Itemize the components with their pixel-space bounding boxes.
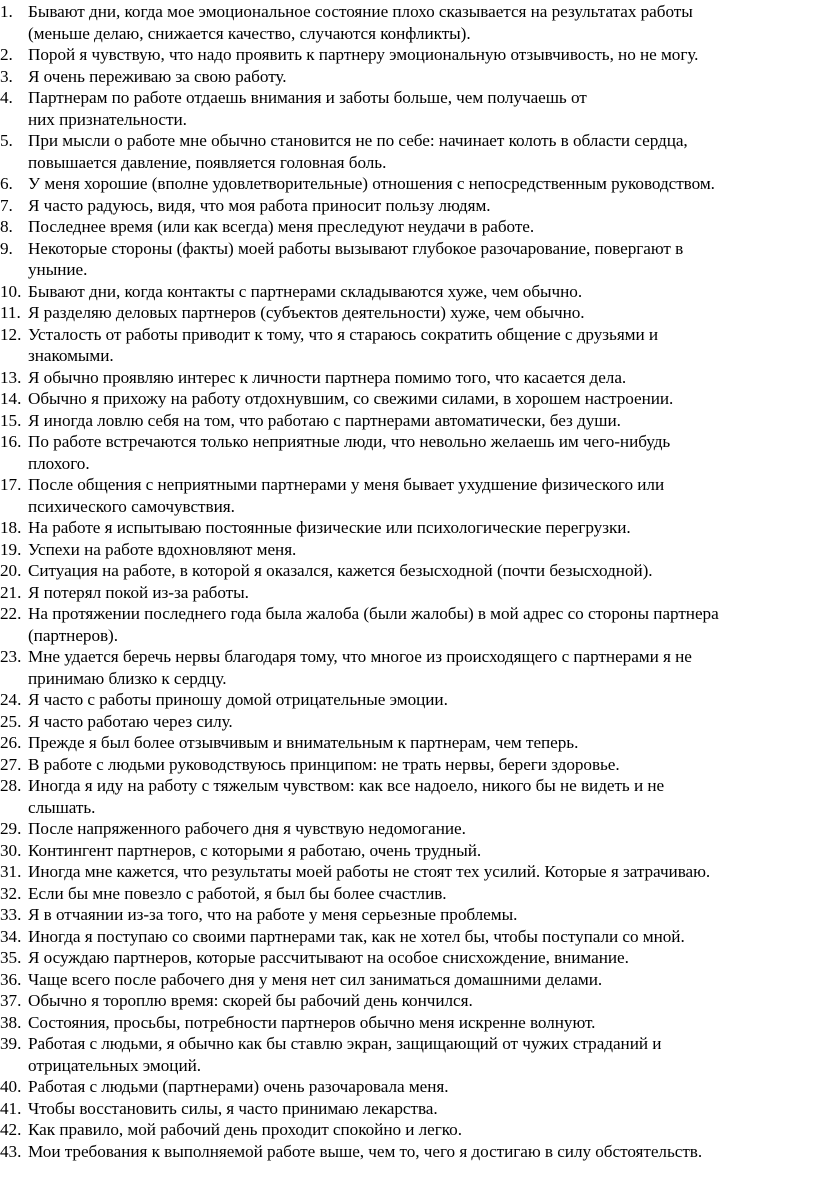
question-text-line: психического самочувствия. <box>28 496 235 516</box>
question-number: 7. <box>0 195 13 215</box>
question-text-line: Усталость от работы приводит к тому, что я стараюсь сократить общение с друзьями и <box>28 324 659 344</box>
question-number: 33. <box>0 905 22 924</box>
question-text-line: У меня хорошие (вполне удовлетворительные) отношения с непосредственным руководством. <box>28 174 715 193</box>
question-item <box>0 367 808 389</box>
question-text-line: Чаще всего после рабочего дня у меня нет сил заниматься домашними делами. <box>28 969 603 989</box>
question-item <box>0 44 808 66</box>
question-text <box>28 1098 808 1120</box>
question-text <box>28 66 808 88</box>
question-text-line: Я часто радуюсь, видя, что моя работа приносит пользу людям. <box>28 195 491 215</box>
question-item <box>0 539 808 561</box>
question-text <box>28 410 808 432</box>
question-item <box>0 861 808 883</box>
question-text <box>28 1 808 44</box>
question-number: 4. <box>0 88 13 107</box>
question-text-line: Иногда мне кажется, что результаты моей работы не стоят тех усилий. Которые я затрачиваю. <box>28 862 711 881</box>
question-text-line: принимаю близко к сердцу. <box>28 668 227 688</box>
question-number: 32. <box>0 883 22 903</box>
question-number: 6. <box>0 174 13 193</box>
question-text <box>28 517 808 539</box>
question-text <box>28 238 808 281</box>
question-item <box>0 1098 808 1120</box>
question-text <box>28 904 808 926</box>
question-text <box>28 861 808 883</box>
question-text <box>28 539 808 561</box>
question-number: 17. <box>0 475 22 494</box>
question-item <box>0 947 808 969</box>
question-text <box>28 754 808 776</box>
question-text-line: Обычно я прихожу на работу отдохнувшим, со свежими силами, в хорошем настроении. <box>28 389 674 408</box>
questionnaire-list <box>0 1 808 1162</box>
question-item <box>0 818 808 840</box>
question-text-line: Как правило, мой рабочий день проходит спокойно и легко. <box>28 1120 462 1139</box>
question-number: 1. <box>0 2 13 21</box>
question-text <box>28 431 808 474</box>
question-text-line: них признательности. <box>28 109 187 129</box>
question-text-line: Я часто работаю через силу. <box>28 711 233 731</box>
question-number: 21. <box>0 582 22 602</box>
question-text-line: Если бы мне повезло с работой, я был бы более счастлив. <box>28 883 447 903</box>
question-text-line: Я разделяю деловых партнеров (субъектов деятельности) хуже, чем обычно. <box>28 303 585 322</box>
question-text-line: повышается давление, появляется головная боль. <box>28 152 387 172</box>
question-number: 29. <box>0 819 22 838</box>
question-text-line: Обычно я тороплю время: скорей бы рабочий день кончился. <box>28 991 473 1010</box>
question-number: 27. <box>0 754 22 774</box>
question-item <box>0 969 808 991</box>
question-text <box>28 560 808 582</box>
question-text <box>28 367 808 389</box>
question-number: 37. <box>0 991 22 1010</box>
question-item <box>0 324 808 367</box>
question-text <box>28 474 808 517</box>
question-item <box>0 689 808 711</box>
question-text <box>28 281 808 303</box>
question-text-line: Некоторые стороны (факты) моей работы вызывают глубокое разочарование, повергают в <box>28 238 684 258</box>
question-item <box>0 130 808 173</box>
question-text-line: Порой я чувствую, что надо проявить к партнеру эмоциональную отзывчивость, но не могу. <box>28 45 699 64</box>
question-number: 39. <box>0 1034 22 1053</box>
question-text-line: На протяжении последнего года была жалоба (были жалобы) в мой адрес со стороны партнера <box>28 604 719 623</box>
question-item <box>0 1076 808 1098</box>
question-number: 25. <box>0 711 22 731</box>
question-item <box>0 216 808 238</box>
question-text <box>28 195 808 217</box>
question-item <box>0 840 808 862</box>
question-text <box>28 44 808 66</box>
question-text-line: Я в отчаянии из-за того, что на работе у меня серьезные проблемы. <box>28 905 518 924</box>
question-text-line: На работе я испытываю постоянные физические или психологические перегрузки. <box>28 518 631 537</box>
question-number: 14. <box>0 389 22 408</box>
question-text <box>28 603 808 646</box>
question-number: 31. <box>0 862 22 881</box>
question-text-line: Я обычно проявляю интерес к личности партнера помимо того, что касается дела. <box>28 367 627 387</box>
question-number: 28. <box>0 776 22 795</box>
question-text-line: Бывают дни, когда мое эмоциональное состояние плохо сказывается на результатах работы <box>28 2 693 21</box>
question-text-line: (партнеров). <box>28 625 118 645</box>
question-text <box>28 173 808 195</box>
question-number: 3. <box>0 66 13 86</box>
question-text-line: Мне удается беречь нервы благодаря тому, что многое из происходящего с партнерами я не <box>28 647 692 666</box>
question-number: 12. <box>0 324 22 344</box>
question-number: 30. <box>0 840 22 860</box>
question-item <box>0 1119 808 1141</box>
question-number: 26. <box>0 733 22 752</box>
question-text-line: Я иногда ловлю себя на том, что работаю с партнерами автоматически, без души. <box>28 410 621 430</box>
question-item <box>0 1141 808 1163</box>
question-item <box>0 195 808 217</box>
question-item <box>0 883 808 905</box>
question-text-line: Прежде я был более отзывчивым и внимательным к партнерам, чем теперь. <box>28 733 579 752</box>
question-text-line: Я очень переживаю за свою работу. <box>28 66 287 86</box>
question-item <box>0 926 808 948</box>
question-text <box>28 388 808 410</box>
question-item <box>0 238 808 281</box>
question-item <box>0 302 808 324</box>
question-text <box>28 582 808 604</box>
question-item <box>0 87 808 130</box>
question-item <box>0 1033 808 1076</box>
question-text <box>28 840 808 862</box>
question-text <box>28 883 808 905</box>
question-item <box>0 990 808 1012</box>
question-number: 23. <box>0 647 22 666</box>
question-item <box>0 603 808 646</box>
question-number: 16. <box>0 432 22 451</box>
question-number: 11. <box>0 303 21 322</box>
question-text <box>28 646 808 689</box>
question-text <box>28 990 808 1012</box>
question-text <box>28 1141 808 1163</box>
question-text-line: Чтобы восстановить силы, я часто принимаю лекарства. <box>28 1098 438 1118</box>
question-text <box>28 689 808 711</box>
question-text-line: По работе встречаются только неприятные люди, что невольно желаешь им чего-нибудь <box>28 432 671 451</box>
question-item <box>0 388 808 410</box>
question-text-line: Иногда я поступаю со своими партнерами так, как не хотел бы, чтобы поступали со мной. <box>28 926 685 946</box>
question-item <box>0 474 808 517</box>
question-number: 15. <box>0 410 22 430</box>
question-number: 10. <box>0 281 22 301</box>
question-text <box>28 969 808 991</box>
question-text <box>28 732 808 754</box>
question-text <box>28 1012 808 1034</box>
question-item <box>0 1012 808 1034</box>
question-text <box>28 324 808 367</box>
question-item <box>0 560 808 582</box>
question-item <box>0 1 808 44</box>
question-number: 5. <box>0 131 13 150</box>
question-text-line: Я часто с работы приношу домой отрицательные эмоции. <box>28 690 448 709</box>
question-text <box>28 302 808 324</box>
question-text <box>28 1119 808 1141</box>
question-text <box>28 1033 808 1076</box>
question-text-line: слышать. <box>28 797 96 817</box>
question-text-line: Бывают дни, когда контакты с партнерами складываются хуже, чем обычно. <box>28 281 583 301</box>
question-text-line: плохого. <box>28 453 90 473</box>
question-text-line: Я осуждаю партнеров, которые рассчитывают на особое снисхождение, внимание. <box>28 948 629 967</box>
question-text <box>28 947 808 969</box>
question-text-line: Я потерял покой из-за работы. <box>28 582 249 602</box>
question-text-line: Контингент партнеров, с которыми я работаю, очень трудный. <box>28 840 482 860</box>
question-text-line: Мои требования к выполняемой работе выше, чем то, чего я достигаю в силу обстоятельств. <box>28 1141 703 1161</box>
question-text-line: Работая с людьми (партнерами) очень разочаровала меня. <box>28 1077 449 1096</box>
question-text-line: После общения с неприятными партнерами у меня бывает ухудшение физического или <box>28 475 665 494</box>
question-text-line: Успехи на работе вдохновляют меня. <box>28 539 297 559</box>
question-number: 40. <box>0 1077 22 1096</box>
question-number: 41. <box>0 1098 22 1118</box>
question-item <box>0 517 808 539</box>
question-text-line: (меньше делаю, снижается качество, случаются конфликты). <box>28 23 471 43</box>
question-item <box>0 904 808 926</box>
question-text-line: Состояния, просьбы, потребности партнеров обычно меня искренне волнуют. <box>28 1012 596 1032</box>
question-number: 18. <box>0 518 22 537</box>
question-number: 20. <box>0 561 22 580</box>
question-text-line: отрицательных эмоций. <box>28 1055 201 1075</box>
question-number: 2. <box>0 45 13 64</box>
question-text-line: Иногда я иду на работу с тяжелым чувством: как все надоело, никого бы не видеть и не <box>28 776 665 795</box>
question-text <box>28 818 808 840</box>
question-text-line: Работая с людьми, я обычно как бы ставлю экран, защищающий от чужих страданий и <box>28 1034 662 1053</box>
question-item <box>0 410 808 432</box>
question-text <box>28 87 808 130</box>
question-text <box>28 775 808 818</box>
question-item <box>0 173 808 195</box>
question-item <box>0 431 808 474</box>
question-text-line: уныние. <box>28 260 88 279</box>
question-item <box>0 281 808 303</box>
question-number: 13. <box>0 367 22 387</box>
question-text-line: После напряженного рабочего дня я чувствую недомогание. <box>28 819 466 838</box>
question-text-line: знакомыми. <box>28 346 114 365</box>
question-item <box>0 754 808 776</box>
question-number: 34. <box>0 926 22 946</box>
question-text <box>28 1076 808 1098</box>
question-item <box>0 582 808 604</box>
question-number: 22. <box>0 604 22 623</box>
question-text <box>28 130 808 173</box>
question-item <box>0 646 808 689</box>
question-number: 19. <box>0 539 22 559</box>
question-item <box>0 711 808 733</box>
question-number: 35. <box>0 948 22 967</box>
question-number: 24. <box>0 690 22 709</box>
question-number: 36. <box>0 969 22 989</box>
question-text-line: При мысли о работе мне обычно становится не по себе: начинает колоть в области сердца, <box>28 131 688 150</box>
question-text <box>28 216 808 238</box>
question-text <box>28 711 808 733</box>
question-number: 8. <box>0 217 13 236</box>
question-number: 43. <box>0 1141 22 1161</box>
question-text-line: В работе с людьми руководствуюсь принципом: не трать нервы, береги здоровье. <box>28 754 620 774</box>
question-text <box>28 926 808 948</box>
question-number: 9. <box>0 238 13 258</box>
question-number: 42. <box>0 1120 22 1139</box>
question-item <box>0 66 808 88</box>
question-text-line: Партнерам по работе отдаешь внимания и заботы больше, чем получаешь от <box>28 88 587 107</box>
question-item <box>0 732 808 754</box>
question-number: 38. <box>0 1012 22 1032</box>
question-item <box>0 775 808 818</box>
question-text-line: Последнее время (или как всегда) меня преследуют неудачи в работе. <box>28 217 535 236</box>
question-text-line: Ситуация на работе, в которой я оказался, кажется безысходной (почти безысходной). <box>28 561 653 580</box>
